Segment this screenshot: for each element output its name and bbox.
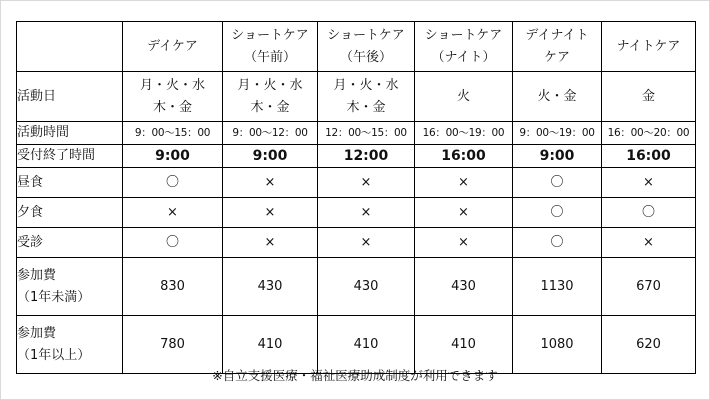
table-cell [223, 258, 318, 316]
cell-text-line: × [643, 174, 654, 190]
cell-text-line: ショートケア [327, 27, 405, 43]
cell-text-line: × [360, 174, 372, 190]
cell-text-line: 12:00 [343, 148, 389, 164]
column-header [223, 22, 318, 72]
corner-cell [17, 22, 123, 72]
table-cell [223, 198, 318, 228]
table-cell [602, 198, 696, 228]
cell-text-line: （午後） [339, 49, 392, 65]
cell-text-line: 活動日 [17, 88, 57, 104]
activity-days-row [17, 72, 696, 122]
cell-text-line: 月・火・水 [237, 77, 303, 93]
cell-text-line: 月・火・水 [333, 77, 399, 93]
row-label [17, 145, 123, 168]
cell-text-line: 活動時間 [17, 125, 70, 140]
cell-text-line: 〇 [165, 234, 179, 250]
cell-text-line: （午前） [243, 49, 296, 65]
table-cell [415, 258, 513, 316]
cell-text-line: × [458, 174, 469, 190]
cell-text-line: 火 [456, 88, 470, 104]
table-cell [513, 145, 602, 168]
table-cell [223, 168, 318, 198]
cell-text-line: 16：00～19：00 [422, 127, 505, 139]
table-cell [318, 198, 415, 228]
cell-text-line: 16:00 [441, 148, 486, 164]
table-cell [415, 228, 513, 258]
cell-text-line: 〇 [550, 234, 564, 250]
row-label [17, 168, 123, 198]
table-cell [123, 145, 223, 168]
table-cell [602, 316, 696, 374]
cell-text-line: 830 [160, 278, 185, 294]
cell-text-line: 9：00～19：00 [519, 127, 595, 139]
cell-text-line: × [458, 204, 469, 220]
dinner-row [17, 198, 696, 228]
table-cell [602, 228, 696, 258]
reception-end-row [17, 145, 696, 168]
cell-text-line: デイナイト [525, 27, 589, 43]
table-cell [513, 122, 602, 145]
cell-text-line: 木・金 [152, 99, 192, 115]
cell-text-line: 夕食 [17, 204, 44, 220]
table-cell [123, 258, 223, 316]
table-cell [513, 258, 602, 316]
cell-text-line: 火・金 [537, 88, 577, 104]
cell-text-line: 12：00～15：00 [325, 127, 407, 139]
table-cell [318, 122, 415, 145]
cell-text-line: 〇 [165, 174, 179, 190]
fee-under-1yr-row [17, 258, 696, 316]
cell-text-line: 410 [451, 336, 476, 352]
cell-text-line: 9:00 [539, 148, 575, 164]
table-cell [415, 72, 513, 122]
cell-text-line: 1130 [540, 278, 574, 294]
table-cell [123, 72, 223, 122]
table-cell [513, 72, 602, 122]
cell-text-line: 9：00～12：00 [232, 127, 308, 139]
cell-text-line: 昼食 [17, 174, 44, 190]
table-cell [223, 72, 318, 122]
cell-text-line: 410 [353, 336, 379, 352]
cell-text-line: × [167, 204, 178, 220]
row-label [17, 228, 123, 258]
column-header [415, 22, 513, 72]
fee-over-1yr-row [17, 316, 696, 374]
cell-text-line: （1年未満） [17, 289, 91, 305]
activity-hours-row [17, 122, 696, 145]
cell-text-line: 木・金 [250, 99, 290, 115]
cell-text-line: 620 [636, 336, 661, 352]
cell-text-line: 受付終了時間 [17, 148, 96, 163]
row-label [17, 72, 123, 122]
cell-text-line: 9：00～15：00 [134, 127, 211, 139]
cell-text-line: 〇 [641, 204, 655, 220]
cell-text-line: 〇 [550, 174, 564, 190]
cell-text-line: 金 [641, 88, 655, 104]
table-cell [123, 122, 223, 145]
column-header [602, 22, 696, 72]
column-header [513, 22, 602, 72]
consultation-row [17, 228, 696, 258]
table-cell [602, 168, 696, 198]
cell-text-line: 430 [353, 278, 379, 294]
table-cell [318, 228, 415, 258]
cell-text-line: ケア [543, 49, 570, 65]
table-cell [415, 168, 513, 198]
cell-text-line: × [264, 204, 276, 220]
row-label [17, 198, 123, 228]
cell-text-line: ショートケア [424, 27, 503, 43]
row-label [17, 316, 123, 374]
table-cell [318, 316, 415, 374]
cell-text-line: 16:00 [626, 148, 671, 164]
table-cell [513, 228, 602, 258]
cell-text-line: × [458, 234, 469, 250]
table-cell [415, 316, 513, 374]
cell-text-line: 9:00 [155, 148, 190, 164]
cell-text-line: 受診 [17, 234, 44, 250]
cell-text-line: 参加費 [17, 267, 57, 283]
cell-text-line: 〇 [550, 204, 564, 220]
table-cell [602, 145, 696, 168]
cell-text-line: × [360, 234, 372, 250]
table-cell [123, 228, 223, 258]
table-cell [223, 228, 318, 258]
table-cell [223, 316, 318, 374]
table-cell [513, 316, 602, 374]
cell-text-line: 16：00～20：00 [607, 127, 690, 139]
column-header [123, 22, 223, 72]
cell-text-line: × [643, 234, 654, 250]
table-cell [415, 122, 513, 145]
cell-text-line: 月・火・水 [139, 77, 205, 93]
table-cell [123, 168, 223, 198]
table-cell [513, 168, 602, 198]
cell-text-line: 780 [160, 336, 185, 352]
table-cell [318, 145, 415, 168]
cell-text-line: × [360, 204, 372, 220]
table-cell [318, 258, 415, 316]
cell-text-line: 9:00 [252, 148, 288, 164]
cell-text-line: 1080 [540, 336, 574, 352]
table-cell [415, 198, 513, 228]
cell-text-line: （ナイト） [431, 49, 496, 65]
cell-text-line: 410 [257, 336, 283, 352]
table-cell [223, 145, 318, 168]
table-cell [318, 72, 415, 122]
row-label [17, 122, 123, 145]
table-cell [513, 198, 602, 228]
cell-text-line: ショートケア [231, 27, 309, 43]
table-cell [318, 168, 415, 198]
cell-text-line: （1年以上） [17, 347, 91, 363]
cell-text-line: 670 [636, 278, 661, 294]
row-label [17, 258, 123, 316]
cell-text-line: × [264, 174, 276, 190]
cell-text-line: ナイトケア [616, 38, 681, 54]
table-cell [415, 145, 513, 168]
column-header [318, 22, 415, 72]
table-cell [123, 198, 223, 228]
table-cell [223, 122, 318, 145]
cell-text-line: × [264, 234, 276, 250]
cell-text-line: 430 [451, 278, 476, 294]
table-cell [602, 258, 696, 316]
cell-text-line: 430 [257, 278, 283, 294]
footnote: ※自立支援医療・福祉医療助成制度が利用できます [212, 368, 498, 383]
cell-text-line: 参加費 [17, 325, 57, 341]
cell-text-line: 木・金 [346, 99, 386, 115]
table-cell [602, 122, 696, 145]
care-schedule-table [16, 21, 696, 374]
lunch-row [17, 168, 696, 198]
header-row [17, 22, 696, 72]
table-cell [602, 72, 696, 122]
cell-text-line: デイケア [147, 38, 198, 54]
table-cell [123, 316, 223, 374]
